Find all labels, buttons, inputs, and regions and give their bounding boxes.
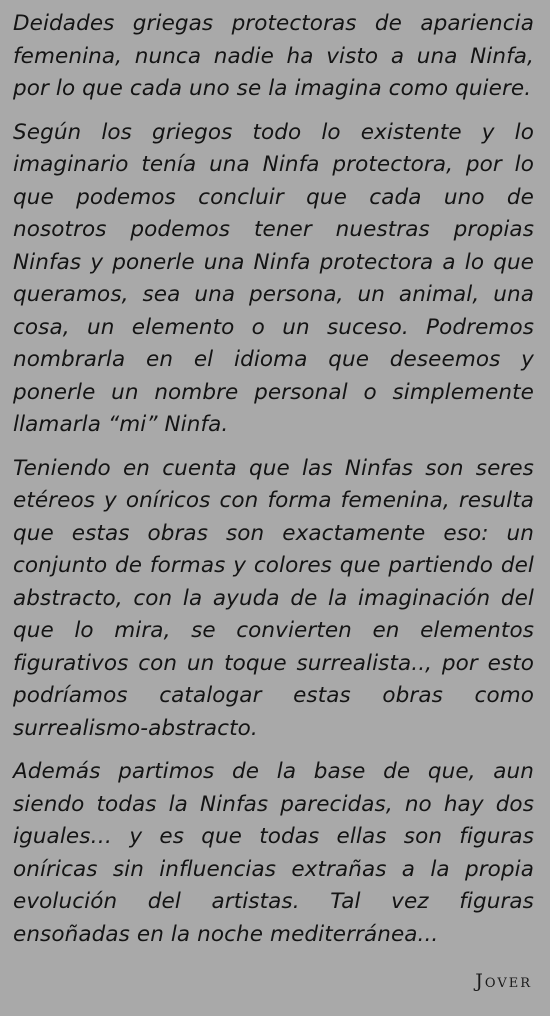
- paragraph-greeks: Según los griegos todo lo existente y lo imaginario tenía una Ninfa protectora, por lo que podemos concluir que cada uno de nosotros podemos tener nuestras propias Ninfas y ponerle una Ninfa protectora a lo que queramos, sea una persona, un animal, una cosa, un elemento o un suceso. Podremos nombrarla en el idioma que deseemos y ponerle un nombre personal o simplemente llamarla “mi” Ninfa.: [13, 119, 534, 437]
- paragraph-dreams: Además partimos de la base de que, aun siendo todas la Ninfas parecidas, no hay dos iguales… y es que todas ellas son figuras oníricas sin influencias extrañas a la propia evolución del artistas. Tal vez figuras ensoñadas en la noche mediterránea...: [13, 759, 534, 947]
- author-signature: Jover: [475, 970, 532, 992]
- paragraph-works: Teniendo en cuenta que las Ninfas son seres etéreos y oníricos con forma femenina, resulta que estas obras son exactamente eso: un conjunto de formas y colores que partiendo del abstracto, con la ayuda de la imaginación del que lo mira, se convierten en elementos figurativos con un toque surrealista.., por esto podríamos catalogar estas obras como surrealismo-abstracto.: [13, 455, 534, 741]
- paragraph-intro: Deidades griegas protectoras de apariencia femenina, nunca nadie ha visto a una Ninfa, por lo que cada uno se la imagina como quiere.: [13, 11, 534, 101]
